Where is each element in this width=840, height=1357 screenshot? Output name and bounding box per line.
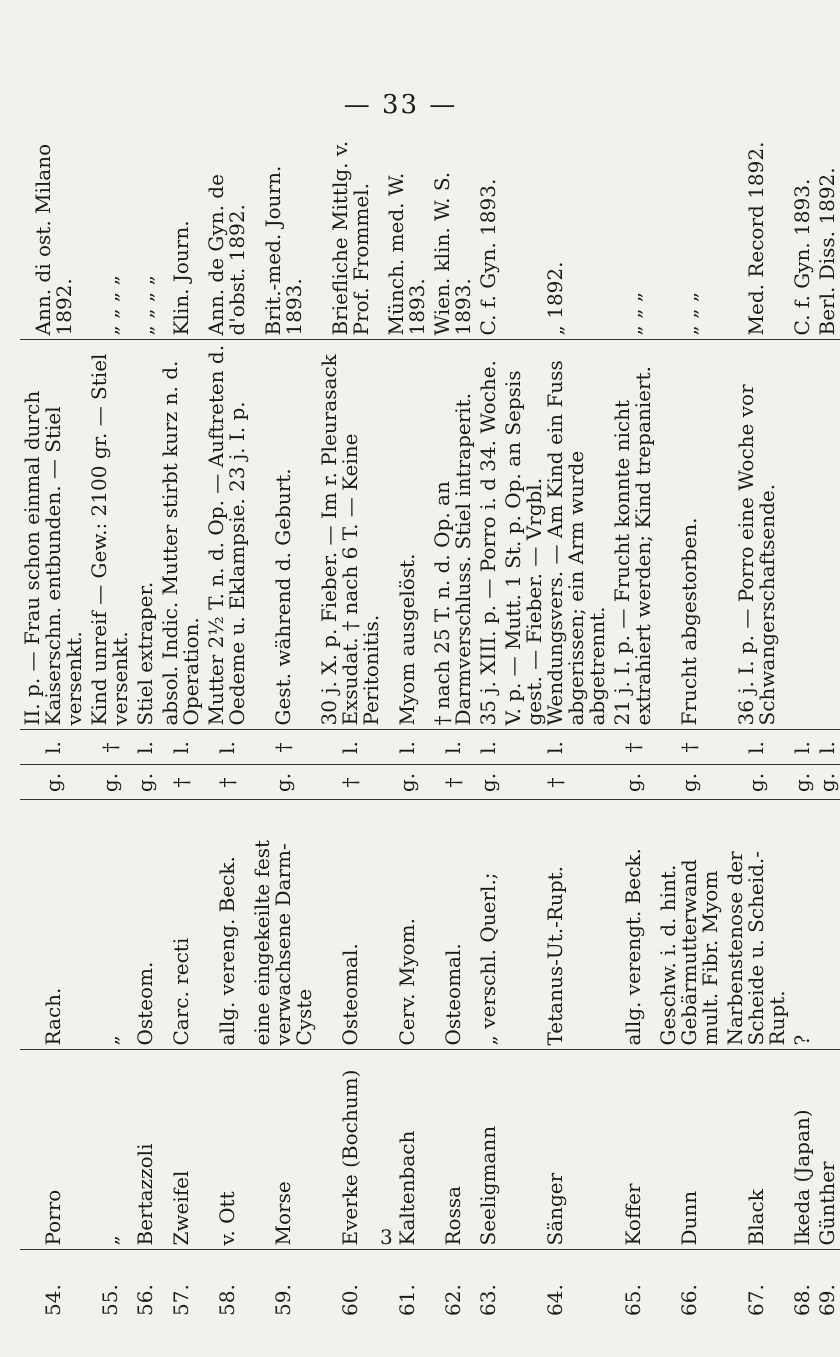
- cell-note: Mutter 2½ T. n. d. Op. — Auftreten d. Oedeme u. Eklampsie. 23 j. I. p.: [204, 340, 250, 730]
- cell-outcome: l.: [430, 730, 476, 765]
- cell-note: Frucht abgestorben.: [656, 340, 723, 730]
- cell-outcome: †: [250, 730, 317, 765]
- cell-diagnosis: „: [87, 800, 133, 1050]
- cell-outcome: l.: [20, 730, 87, 765]
- cell-diagnosis: Tetanus-Ut.-Rupt.: [501, 800, 610, 1050]
- table-row: [317, 130, 384, 1320]
- page-number: — 33 —: [343, 90, 458, 120]
- table-row: [790, 130, 815, 1320]
- cell-source: Brit.-med. Journ. 1893.: [260, 165, 306, 336]
- cell-num: 59.: [250, 1250, 317, 1320]
- cell-diagnosis: Osteomal.: [317, 800, 384, 1050]
- table-row: [476, 130, 501, 1320]
- cell-mark: †: [158, 765, 204, 800]
- cell-num: 56.: [133, 1250, 158, 1320]
- cell-note: 36 j. I. p. — Porro eine Woche vor Schwangerschaftsende.: [723, 340, 790, 730]
- cell-note: V. p. — Mutt. 1 St. p. Op. an Sepsis gest. — Fieber. — Vrgbl. Wendungsvers. — Am Kind ein Fuss abgerissen; ein Arm wurde abgetrennt.: [501, 340, 610, 730]
- cell-note: Myom ausgelöst.: [384, 340, 430, 730]
- cell-diagnosis: Cerv. Myom.: [384, 800, 430, 1050]
- cell-outcome: †: [87, 730, 133, 765]
- cell-source: C. f. Gyn. 1893.: [476, 178, 500, 336]
- cell-diagnosis: Rach.: [20, 800, 87, 1050]
- cell-num: 58.: [204, 1250, 250, 1320]
- cell-author: Black: [723, 1050, 790, 1250]
- table-row: [384, 130, 430, 1320]
- cell-note: 30 j. X. p. Fieber. — Im r. Pleurasack Exsudat. † nach 6 T. — Keine Peritonitis.: [317, 340, 384, 730]
- cell-mark: g.: [87, 765, 133, 800]
- cell-num: 64.: [501, 1250, 610, 1320]
- cell-note: 21 j. I. p. — Frucht konnte nicht extrahiert werden; Kind trepaniert.: [610, 340, 656, 730]
- cell-note: [815, 340, 840, 730]
- cell-mark: g.: [133, 765, 158, 800]
- cell-note: 35 j. XIII. p. — Porro i. d 34. Woche.: [476, 340, 501, 730]
- table-row: [204, 130, 250, 1320]
- table-row: [250, 130, 317, 1320]
- cell-num: 68.: [790, 1250, 815, 1320]
- cell-outcome: l.: [204, 730, 250, 765]
- cell-mark: g.: [476, 765, 501, 800]
- cell-diagnosis: „ verschl. Querl.;: [476, 800, 501, 1050]
- table-row: [20, 130, 87, 1320]
- cell-mark: †: [501, 765, 610, 800]
- cell-num: 55.: [87, 1250, 133, 1320]
- cell-source: Klin. Journ.: [168, 220, 193, 336]
- cell-num: 54.: [20, 1250, 87, 1320]
- cell-note: absol. Indic. Mutter stirbt kurz n. d. Operation.: [158, 340, 204, 730]
- cell-outcome: l.: [790, 730, 815, 765]
- cell-author: Rossa: [430, 1050, 476, 1250]
- cell-diagnosis: Osteomal.: [430, 800, 476, 1050]
- cell-source: Ann. di ost. Milano 1892.: [30, 143, 76, 336]
- cell-outcome: l.: [476, 730, 501, 765]
- cell-num: 67.: [723, 1250, 790, 1320]
- cell-diagnosis: allg. verengt. Beck.: [610, 800, 656, 1050]
- cell-diagnosis: allg. vereng. Beck.: [204, 800, 250, 1050]
- cell-note: II. p. — Frau schon einmal durch Kaiserschn. entbunden. — Stiel versenkt.: [20, 340, 87, 730]
- cell-diagnosis: [815, 800, 840, 1050]
- table-row: [133, 130, 158, 1320]
- cell-source: „ „ „: [620, 291, 645, 336]
- cell-outcome: l.: [723, 730, 790, 765]
- cell-note: Stiel extraper.: [133, 340, 158, 730]
- cell-diagnosis: Narbenstenose der Scheide u. Scheid.-Rupt.: [723, 800, 790, 1050]
- table-row: [87, 130, 133, 1320]
- cell-source: Ann. de Gyn. de d'obst. 1892.: [204, 174, 249, 336]
- table-row: [430, 130, 476, 1320]
- cell-num: 60.: [317, 1250, 384, 1320]
- cell-outcome: l.: [317, 730, 384, 765]
- cell-mark: †: [204, 765, 250, 800]
- cell-source: Wien. klin. W. S. 1893.: [430, 171, 475, 336]
- cell-mark: g.: [656, 765, 723, 800]
- cell-mark: g.: [384, 765, 430, 800]
- cell-author: Bertazzoli: [133, 1050, 158, 1250]
- cell-diagnosis: Geschw. i. d. hint. Gebärmutterwand mult. Fibr. Myom: [656, 800, 723, 1050]
- cell-mark: †: [317, 765, 384, 800]
- cell-author: Everke (Bochum): [317, 1050, 384, 1250]
- cell-author: Morse: [250, 1050, 317, 1250]
- table-row: [501, 130, 610, 1320]
- cell-diagnosis: ?: [790, 800, 815, 1050]
- cell-outcome: †: [610, 730, 656, 765]
- cell-outcome: l.: [384, 730, 430, 765]
- table-row: [656, 130, 723, 1320]
- cell-note: Gest. während d. Geburt.: [250, 340, 317, 730]
- cell-num: 69.: [815, 1250, 840, 1320]
- cell-mark: g.: [610, 765, 656, 800]
- footer-mark: 3: [380, 1225, 393, 1249]
- cell-note: [790, 340, 815, 730]
- cell-outcome: l.: [133, 730, 158, 765]
- cell-source: „ „ „ „: [133, 274, 157, 336]
- cell-num: 61.: [384, 1250, 430, 1320]
- cell-author: Porro: [20, 1050, 87, 1250]
- cell-source: „ „ „: [677, 291, 701, 336]
- cell-source: C. f. Gyn. 1893.: [790, 178, 814, 336]
- cell-num: 62.: [430, 1250, 476, 1320]
- cell-author: Kaltenbach: [384, 1050, 430, 1250]
- cell-author: Dunn: [656, 1050, 723, 1250]
- cell-source: „ „ „ „: [97, 274, 122, 336]
- cell-mark: g.: [723, 765, 790, 800]
- cell-source: Münch. med. W. 1893.: [384, 172, 429, 336]
- cell-mark: †: [430, 765, 476, 800]
- cell-author: Koffer: [610, 1050, 656, 1250]
- cell-num: 63.: [476, 1250, 501, 1320]
- cell-diagnosis: Carc. recti: [158, 800, 204, 1050]
- cell-author: „: [87, 1050, 133, 1250]
- rotated-table-container: [20, 130, 839, 1320]
- cell-num: 57.: [158, 1250, 204, 1320]
- cell-outcome: †: [656, 730, 723, 765]
- cell-author: Günther: [815, 1050, 840, 1250]
- table-row: [723, 130, 790, 1320]
- cell-author: Sänger: [501, 1050, 610, 1250]
- cell-source: Briefliche Mittlg. v. Prof. Frommel.: [327, 140, 373, 336]
- cell-source: „ 1892.: [543, 261, 567, 336]
- table-row: [158, 130, 204, 1320]
- table-row: [610, 130, 656, 1320]
- cell-mark: g.: [815, 765, 840, 800]
- cell-diagnosis: Osteom.: [133, 800, 158, 1050]
- cell-outcome: l.: [815, 730, 840, 765]
- cell-num: 66.: [656, 1250, 723, 1320]
- cell-num: 65.: [610, 1250, 656, 1320]
- cell-note: Kind unreif — Gew.: 2100 gr. — Stiel versenkt.: [87, 340, 133, 730]
- cell-mark: g.: [20, 765, 87, 800]
- cell-source: Berl. Diss. 1892.: [815, 167, 839, 336]
- cell-mark: g.: [250, 765, 317, 800]
- cell-outcome: l.: [158, 730, 204, 765]
- cell-author: v. Ott: [204, 1050, 250, 1250]
- cell-diagnosis: eine eingekeilte fest verwachsene Darm-Cyste: [250, 800, 317, 1050]
- cell-author: Zweifel: [158, 1050, 204, 1250]
- cell-note: † nach 25 T. n. d. Op. an Darmverschluss. Stiel intraperit.: [430, 340, 476, 730]
- cell-mark: g.: [790, 765, 815, 800]
- cell-author: Seeligmann: [476, 1050, 501, 1250]
- cell-source: Med. Record 1892.: [744, 141, 768, 336]
- cell-outcome: l.: [501, 730, 610, 765]
- cell-author: Ikeda (Japan): [790, 1050, 815, 1250]
- case-table: [20, 130, 840, 1320]
- table-row: [815, 130, 840, 1320]
